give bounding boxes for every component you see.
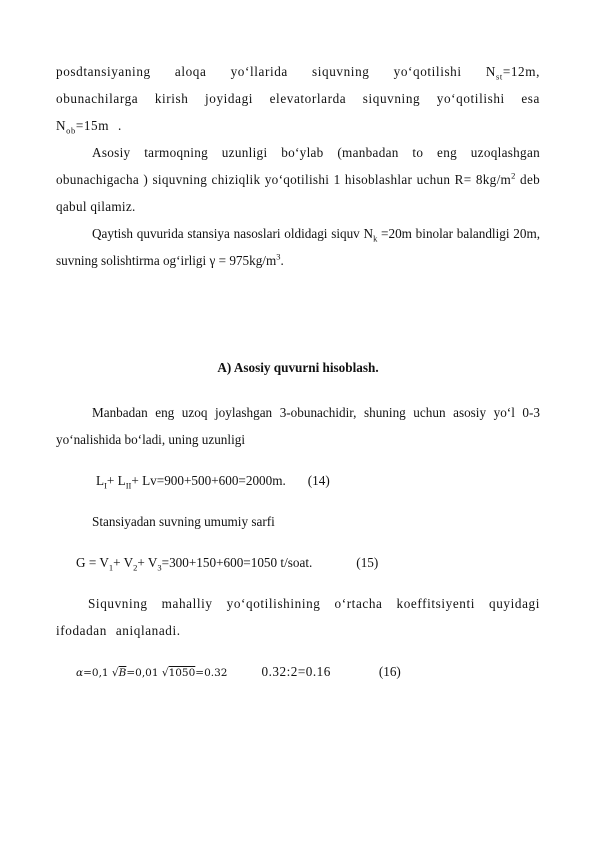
paragraph-3-text-c: . [280,253,284,268]
paragraph-2 [56,139,540,220]
paragraph-2-superscript: 2 [511,170,516,181]
nst-subscript: st [495,71,503,82]
vertical-gap [56,453,540,467]
formula-16-number: (16) [378,664,401,679]
paragraph-1-text-b: =12m, obunachilarga kirish joyidagi elevatorlarda siquvning yo‘qotilishi esa [56,64,540,106]
formula-16-variable: B [118,667,127,679]
vertical-gap [56,494,540,508]
formula-15-number: (15) [356,555,379,570]
paragraph-4: Manbadan eng uzoq joylashgan 3-obunachidir, shuning uchun asosiy yo‘l 0-3 yo‘nalishida bo‘ladi, uning uzunligi [56,405,540,447]
formula-14-part-a: L [96,473,105,488]
paragraph-3 [56,220,540,274]
formula-15-sub-2: 2 [133,562,138,573]
formula-14-part-b: + L [106,473,126,488]
section-heading: A) Asosiy quvurni hisoblash. [217,360,379,375]
paragraph-6: Siquvning mahalliy yo‘qotilishining o‘rtacha koeffitsiyenti quyidagi ifodadan aniqlanadi. [56,596,540,638]
formula-14-number: (14) [307,473,330,488]
formula-15-sub-1: 1 [108,562,114,573]
formula-16-part-c: =0.32 [195,667,228,679]
nst-symbol: N [485,64,496,79]
vertical-gap [56,381,540,399]
paragraph-3-subscript: k [373,233,378,244]
formula-14-part-c: + Lv=900+500+600=2000m. [131,473,286,488]
formula-16-part-b: =0,01 √ [126,667,169,679]
formula-14-sub-b: II [125,480,132,491]
formula-16 [56,658,540,687]
formula-15-part-c: + V [137,555,158,570]
vertical-gap [56,644,540,658]
paragraph-5: Stansiyadan suvning umumiy sarfi [92,514,275,529]
formula-15-part-a: G = V [76,555,109,570]
formula-15-sub-3: 3 [157,562,162,573]
formula-14-sub-a: I [104,480,107,491]
formula-16-expression [76,667,227,679]
paragraph-2-text-b: deb qabul qilamiz. [56,172,540,214]
paragraph-1 [56,58,540,139]
formula-14 [56,467,540,494]
paragraph-3-text-b: =20m binolar balandligi 20m, suvning solishtirma og‘irligi γ = 975kg/m [56,226,541,268]
vertical-gap [56,274,540,354]
formula-16-result: 0.32:2=0.16 [261,664,331,679]
document-page [56,58,540,687]
vertical-gap [56,535,540,549]
paragraph-3-superscript: 3 [276,251,281,262]
formula-15-part-b: + V [113,555,134,570]
paragraph-2-text-a: Asosiy tarmoqning uzunligi bo‘ylab (manbadan to eng uzoqlashgan obunachigacha ) siquvning chiziqlik yo‘qotilishi 1 hisoblashlar uchun R= 8kg/m [56,145,540,187]
paragraph-1-text-c: =15m . [75,118,122,133]
paragraph-3-text-a: Qaytish quvurida stansiya nasoslari oldidagi siquv N [92,226,374,241]
nob-subscript: ob [66,125,76,136]
vertical-gap [56,576,540,590]
formula-15 [56,549,540,576]
formula-16-radicand: 1050 [168,667,196,679]
alpha-symbol: α [76,667,84,679]
formula-16-part-a: =0,1 √ [83,667,119,679]
nob-symbol: N [56,118,67,133]
formula-15-part-d: =300+150+600=1050 t/soat. [161,555,313,570]
paragraph-1-text-a: posdtansiyaning aloqa yo‘llarida siquvning yo‘qotilishi [56,64,486,79]
